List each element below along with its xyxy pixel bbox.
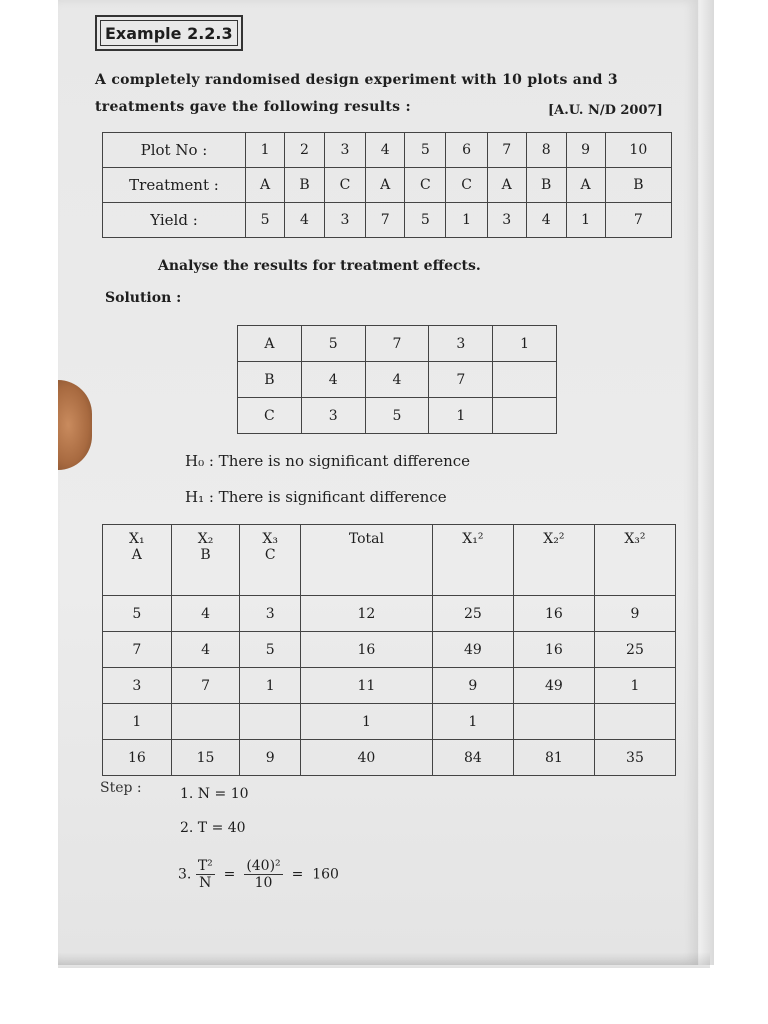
cell: 7: [171, 668, 240, 704]
fraction-numerator: T²: [197, 858, 213, 874]
cell: A: [246, 168, 285, 203]
yield-label: Yield :: [103, 203, 246, 238]
step-1: 1. N = 10: [180, 786, 249, 802]
cell: 1: [493, 326, 557, 362]
table-row: [238, 398, 557, 434]
cell: 81: [513, 740, 594, 776]
cell: 3: [240, 596, 301, 632]
step-label: Step :: [100, 780, 142, 796]
cell: 40: [300, 740, 432, 776]
cell: [513, 704, 594, 740]
header-cell: [432, 525, 513, 596]
instruction: Analyse the results for treatment effects.: [158, 258, 481, 274]
treatment-row: [103, 168, 672, 203]
data-table: [102, 132, 672, 238]
cell: 5: [301, 326, 365, 362]
cell: 4: [526, 203, 566, 238]
header-top: X₁: [129, 531, 145, 547]
cell: [171, 704, 240, 740]
cell: 4: [171, 596, 240, 632]
header-top: X₂: [197, 531, 214, 547]
cell: A: [566, 168, 605, 203]
cell: 1: [432, 704, 513, 740]
header-cell: [300, 525, 432, 596]
example-heading: Example 2.2.3: [100, 20, 238, 46]
cell: 16: [513, 596, 594, 632]
cell: 9: [594, 596, 675, 632]
cell: 1: [246, 133, 285, 168]
fraction-40sq-10: [244, 858, 282, 891]
cell: 9: [240, 740, 301, 776]
cell: 4: [301, 362, 365, 398]
cell: 2: [285, 133, 325, 168]
cell: 3: [429, 326, 493, 362]
cell: 1: [566, 203, 605, 238]
cell: 5: [240, 632, 301, 668]
yield-row: [103, 203, 672, 238]
header-cell: [103, 525, 172, 596]
cell: 3: [324, 133, 365, 168]
cell: [594, 704, 675, 740]
table-row: [238, 326, 557, 362]
cell: 15: [171, 740, 240, 776]
cell: A: [238, 326, 302, 362]
header-bottom: A: [131, 547, 142, 563]
fraction-t2-n: [196, 858, 215, 891]
cell: 16: [103, 740, 172, 776]
cell: 25: [432, 596, 513, 632]
cell: 1: [429, 398, 493, 434]
header-top: X₂²: [543, 531, 565, 547]
cell: 3: [103, 668, 172, 704]
cell: C: [324, 168, 365, 203]
cell: 7: [366, 203, 405, 238]
cell: 5: [405, 133, 446, 168]
header-top: Total: [348, 531, 384, 547]
cell: 7: [429, 362, 493, 398]
cell: 6: [446, 133, 487, 168]
step-2: 2. T = 40: [180, 820, 246, 836]
cell: C: [238, 398, 302, 434]
cell: C: [405, 168, 446, 203]
cell: 9: [432, 668, 513, 704]
cell: 49: [513, 668, 594, 704]
header-cell: [513, 525, 594, 596]
header-cell: [594, 525, 675, 596]
cell: A: [487, 168, 526, 203]
header-top: X₁²: [462, 531, 484, 547]
cell: 5: [365, 398, 429, 434]
cell: 8: [526, 133, 566, 168]
header-top: X₃²: [624, 531, 646, 547]
null-hypothesis: H₀ : There is no significant difference: [185, 452, 471, 470]
cell: 3: [301, 398, 365, 434]
table-row: [238, 362, 557, 398]
cell: 3: [324, 203, 365, 238]
anova-table: [102, 524, 676, 776]
problem-line-2: treatments gave the following results :: [95, 99, 411, 115]
header-bottom: B: [200, 547, 211, 563]
cell: 16: [513, 632, 594, 668]
cell: 5: [103, 596, 172, 632]
cell: 1: [594, 668, 675, 704]
cell: 1: [240, 668, 301, 704]
cell: 1: [103, 704, 172, 740]
cell: B: [238, 362, 302, 398]
cell: 25: [594, 632, 675, 668]
cell: 7: [487, 133, 526, 168]
equals-sign: =: [287, 866, 308, 883]
cell: [493, 362, 557, 398]
cell: 84: [432, 740, 513, 776]
table-row: [103, 596, 676, 632]
header-cell: [240, 525, 301, 596]
reference: [A.U. N/D 2007]: [548, 103, 663, 118]
cell: 5: [246, 203, 285, 238]
plot-label: Plot No :: [103, 133, 246, 168]
cell: 49: [432, 632, 513, 668]
cell: 10: [605, 133, 671, 168]
header-top: X₃: [262, 531, 278, 547]
header-row: [103, 525, 676, 596]
table-row: [103, 704, 676, 740]
fraction-numerator: (40)²: [246, 858, 281, 874]
cell: 35: [594, 740, 675, 776]
problem-line-1: A completely randomised design experiment with 10 plots and 3: [95, 72, 618, 88]
cell: 7: [365, 326, 429, 362]
cell: B: [526, 168, 566, 203]
cell: 1: [446, 203, 487, 238]
cell: 16: [300, 632, 432, 668]
cell: 4: [171, 632, 240, 668]
cell: 12: [300, 596, 432, 632]
alt-hypothesis: H₁ : There is significant difference: [185, 488, 447, 506]
table-row: [103, 632, 676, 668]
treatment-label: Treatment :: [103, 168, 246, 203]
step-3-result: 160: [312, 866, 339, 883]
cell: 4: [365, 362, 429, 398]
header-cell: [171, 525, 240, 596]
plot-row: [103, 133, 672, 168]
grouped-table: [237, 325, 557, 434]
cell: 3: [487, 203, 526, 238]
example-heading-box: [95, 15, 243, 51]
cell: 1: [300, 704, 432, 740]
cell: 9: [566, 133, 605, 168]
cell: A: [366, 168, 405, 203]
page-shadow: [58, 952, 710, 968]
cell: 11: [300, 668, 432, 704]
cell: [240, 704, 301, 740]
cell: C: [446, 168, 487, 203]
cell: B: [605, 168, 671, 203]
cell: 4: [285, 203, 325, 238]
cell: 4: [366, 133, 405, 168]
cell: 7: [103, 632, 172, 668]
cell: B: [285, 168, 325, 203]
step-3: [178, 858, 339, 891]
header-bottom: C: [264, 547, 276, 563]
cell: 7: [605, 203, 671, 238]
totals-row: [103, 740, 676, 776]
equals-sign: =: [219, 866, 240, 883]
fraction-denominator: 10: [254, 875, 273, 891]
cell: 5: [405, 203, 446, 238]
table-row: [103, 668, 676, 704]
cell: [493, 398, 557, 434]
step-3-prefix: 3.: [178, 866, 192, 883]
solution-label: Solution :: [105, 290, 182, 306]
fraction-denominator: N: [199, 875, 212, 891]
